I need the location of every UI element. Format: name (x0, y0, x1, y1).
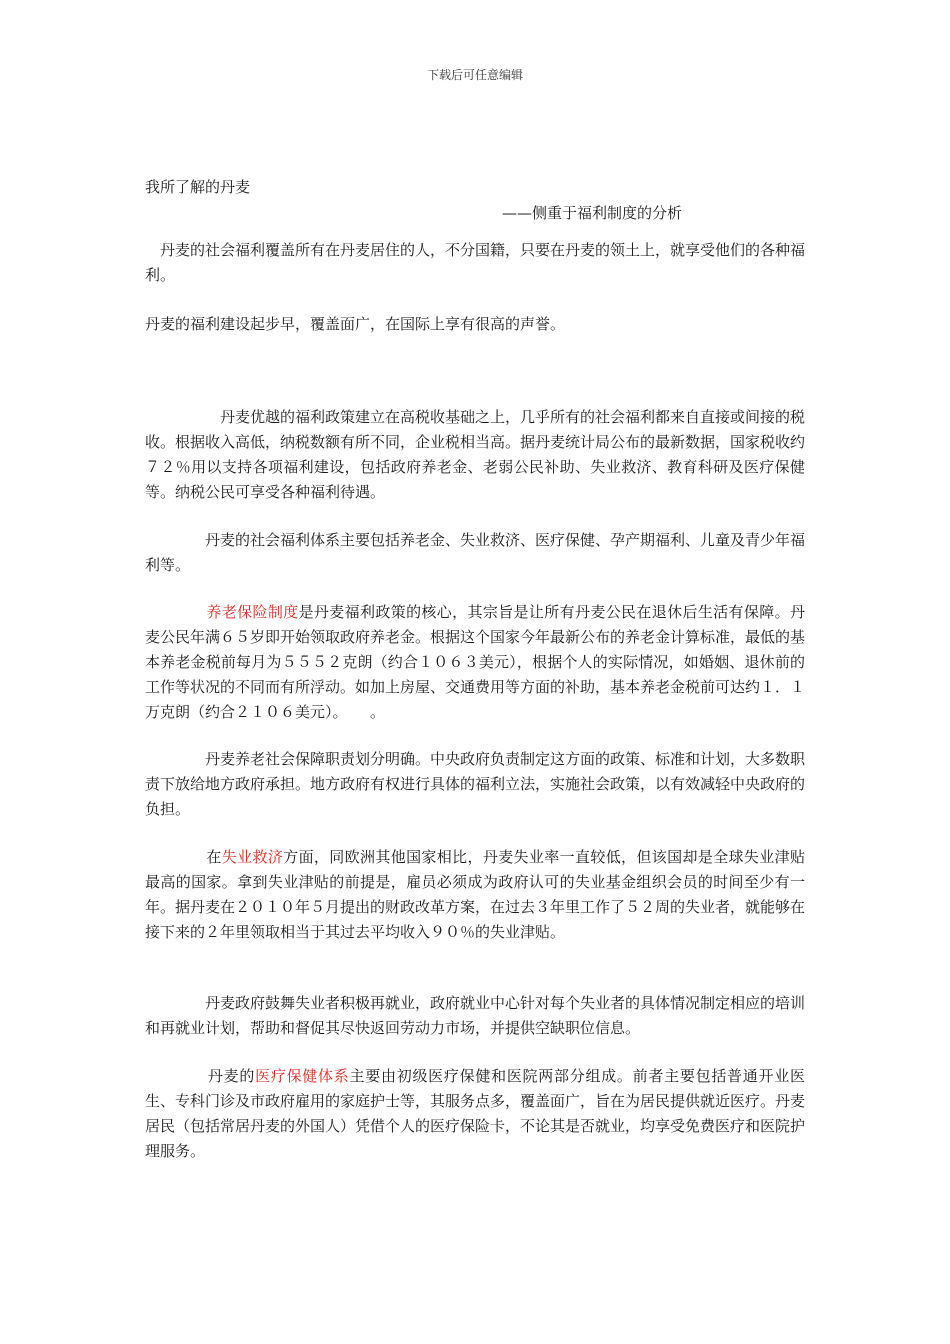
paragraph-unemployment-text: 方面，同欧洲其他国家相比，丹麦失业率一直较低，但该国却是全球失业津贴最高的国家。拿到失业津贴的前提是，雇员必须成为政府认可的失业基金组织会员的时间至少有一年。据丹麦在２０１０年５月提出的财政改革方案，在过去３年里工作了５２周的失业者，就能够在接下来的２年里领取相当于其过去平均收入９０％的失业津贴。 (145, 848, 806, 941)
highlight-unemployment-relief: 失业救济 (221, 848, 284, 866)
paragraph-pension (145, 600, 805, 725)
paragraph-lead: 丹麦的 (145, 1067, 256, 1085)
paragraph-unemployment (145, 845, 805, 945)
document-title: 我所了解的丹麦 (145, 178, 251, 196)
paragraph-intro: 丹麦的社会福利覆盖所有在丹麦居住的人，不分国籍，只要在丹麦的领土上，就享受他们的各种福利。 (145, 241, 806, 284)
paragraph-pension-text: 是丹麦福利政策的核心，其宗旨是让所有丹麦公民在退休后生活有保障。丹麦公民年满６５岁即开始领取政府养老金。根据这个国家今年最新公布的养老金计算标准，最低的基本养老金税前每月为５５５２克朗（约合１０６３美元），根据个人的实际情况，如婚姻、退休前的工作等状况的不同而有所浮动。如加上房屋、交通费用等方面的补助，基本养老金税前可达约１．１万克朗（约合２１０６美元）。 。 (145, 603, 806, 721)
paragraph-healthcare (145, 1064, 805, 1164)
paragraph-overview: 丹麦的福利建设起步早，覆盖面广，在国际上享有很高的声誉。 (145, 315, 566, 333)
paragraph-lead: 在 (145, 848, 222, 866)
paragraph-pension-responsibility: 丹麦养老社会保障职责划分明确。中央政府负责制定这方面的政策、标准和计划，大多数职责下放给地方政府承担。地方政府有权进行具体的福利立法，实施社会政策，以有效减轻中央政府的负担。 (145, 750, 806, 818)
highlight-healthcare-system: 医疗保健体系 (255, 1067, 350, 1085)
document-subtitle: ——侧重于福利制度的分析 (502, 204, 683, 222)
paragraph-welfare-system: 丹麦的社会福利体系主要包括养老金、失业救济、医疗保健、孕产期福利、儿童及青少年福利等。 (145, 531, 806, 574)
paragraph-reemployment: 丹麦政府鼓舞失业者积极再就业，政府就业中心针对每个失业者的具体情况制定相应的培训和再就业计划，帮助和督促其尽快返回劳动力市场，并提供空缺职位信息。 (145, 994, 806, 1037)
paragraph-healthcare-text: 主要由初级医疗保健和医院两部分组成。前者主要包括普通开业医生、专科门诊及市政府雇用的家庭护士等，其服务点多，覆盖面广，旨在为居民提供就近医疗。丹麦居民（包括常居丹麦的外国人）凭借个人的医疗保险卡，不论其是否就业，均享受免费医疗和医院护理服务。 (145, 1067, 806, 1160)
highlight-pension-system: 养老保险制度 (206, 603, 299, 621)
paragraph-taxation: 丹麦优越的福利政策建立在高税收基础之上，几乎所有的社会福利都来自直接或间接的税收。根据收入高低，纳税数额有所不同，企业税相当高。据丹麦统计局公布的最新数据，国家税收约７２％用以支持各项福利建设，包括政府养老金、老弱公民补助、失业救济、教育科研及医疗保健等。纳税公民可享受各种福利待遇。 (145, 408, 806, 501)
page-header: 下载后可任意编辑 (426, 68, 523, 82)
paragraph-indent (145, 603, 206, 621)
